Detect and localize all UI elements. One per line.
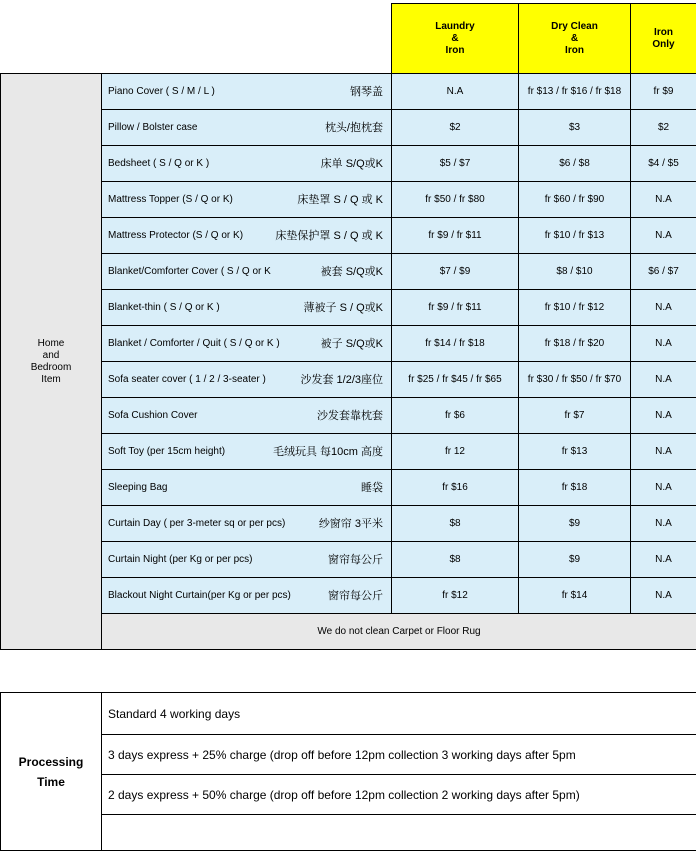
processing-option: Standard 4 working days (102, 693, 696, 735)
header-iron-only (631, 4, 696, 74)
item-name-chinese: 毛绒玩具 每10cm 高度 (273, 446, 383, 458)
item-cell (102, 506, 392, 542)
table-row (1, 254, 696, 290)
table-row (1, 398, 696, 434)
item-name-english: Sofa Cushion Cover (108, 410, 198, 422)
table-row (1, 74, 696, 110)
header-blank (1, 4, 392, 74)
processing-row-standard (1, 693, 696, 735)
item-name-english: Blanket-thin ( S / Q or K ) (108, 302, 220, 314)
price-dry-clean-iron: fr $10 / fr $13 (519, 218, 631, 254)
price-laundry-iron: $8 (392, 506, 519, 542)
table-row (1, 362, 696, 398)
item-name-chinese: 纱窗帘 3平米 (319, 518, 383, 530)
processing-table (0, 692, 696, 851)
price-iron-only: N.A (631, 326, 696, 362)
price-iron-only: N.A (631, 470, 696, 506)
table-row (1, 110, 696, 146)
price-dry-clean-iron: fr $10 / fr $12 (519, 290, 631, 326)
item-name-english: Mattress Topper (S / Q or K) (108, 194, 233, 206)
header-laundry-line3: Iron (392, 45, 518, 57)
header-dry-line2: & (519, 33, 630, 45)
header-dry-line1: Dry Clean (519, 21, 630, 33)
item-cell (102, 542, 392, 578)
processing-label (1, 693, 102, 851)
table-row (1, 434, 696, 470)
footer-row (1, 614, 696, 650)
item-cell (102, 146, 392, 182)
item-name-chinese: 床垫罩 S / Q 或 K (297, 194, 383, 206)
processing-label-line2: Time (1, 772, 101, 792)
item-name-english: Sleeping Bag (108, 482, 168, 494)
price-dry-clean-iron: fr $7 (519, 398, 631, 434)
item-name-chinese: 钢琴盖 (350, 86, 383, 98)
price-dry-clean-iron: $8 / $10 (519, 254, 631, 290)
price-iron-only: N.A (631, 506, 696, 542)
price-laundry-iron: $5 / $7 (392, 146, 519, 182)
item-name-chinese: 沙发套 1/2/3座位 (300, 374, 383, 386)
processing-option: 2 days express + 50% charge (drop off before 12pm collection 2 working days after 5pm) (102, 775, 696, 815)
header-laundry-line2: & (392, 33, 518, 45)
processing-label-line1: Processing (1, 752, 101, 772)
item-name-english: Bedsheet ( S / Q or K ) (108, 158, 209, 170)
item-name-english: Blanket / Comforter / Quit ( S / Q or K ) (108, 338, 280, 350)
category-line: Home (1, 338, 101, 350)
price-iron-only: N.A (631, 578, 696, 614)
price-iron-only: $2 (631, 110, 696, 146)
header-row (1, 4, 696, 74)
item-cell (102, 326, 392, 362)
price-laundry-iron: fr $16 (392, 470, 519, 506)
item-name-english: Sofa seater cover ( 1 / 2 / 3-seater ) (108, 374, 266, 386)
item-name-chinese: 床单 S/Q或K (321, 158, 383, 170)
price-dry-clean-iron: fr $18 (519, 470, 631, 506)
processing-row-2day (1, 775, 696, 815)
price-dry-clean-iron: fr $60 / fr $90 (519, 182, 631, 218)
price-dry-clean-iron: fr $18 / fr $20 (519, 326, 631, 362)
item-name-chinese: 薄被子 S / Q或K (304, 302, 383, 314)
price-laundry-iron: fr $6 (392, 398, 519, 434)
item-name-chinese: 窗帘每公斤 (328, 590, 383, 602)
price-iron-only: N.A (631, 182, 696, 218)
item-cell (102, 434, 392, 470)
price-dry-clean-iron: $9 (519, 506, 631, 542)
price-laundry-iron: $8 (392, 542, 519, 578)
price-iron-only: N.A (631, 542, 696, 578)
table-row (1, 218, 696, 254)
table-row (1, 578, 696, 614)
price-dry-clean-iron: fr $13 (519, 434, 631, 470)
category-line: Bedroom (1, 362, 101, 374)
item-cell (102, 110, 392, 146)
header-laundry-iron (392, 4, 519, 74)
item-name-chinese: 床垫保护罩 S / Q 或 K (275, 230, 383, 242)
item-cell (102, 470, 392, 506)
item-cell (102, 398, 392, 434)
item-name-chinese: 被子 S/Q或K (321, 338, 383, 350)
price-dry-clean-iron: $6 / $8 (519, 146, 631, 182)
table-row (1, 290, 696, 326)
category-line: and (1, 350, 101, 362)
item-name-chinese: 被套 S/Q或K (321, 266, 383, 278)
price-dry-clean-iron: fr $14 (519, 578, 631, 614)
item-name-chinese: 枕头/抱枕套 (325, 122, 383, 134)
price-laundry-iron: fr $25 / fr $45 / fr $65 (392, 362, 519, 398)
price-iron-only: N.A (631, 290, 696, 326)
processing-row-empty (1, 815, 696, 851)
item-cell (102, 218, 392, 254)
price-dry-clean-iron: fr $30 / fr $50 / fr $70 (519, 362, 631, 398)
header-iron-line1: Iron (631, 27, 696, 39)
price-dry-clean-iron: fr $13 / fr $16 / fr $18 (519, 74, 631, 110)
item-name-english: Blanket/Comforter Cover ( S / Q or K (108, 266, 271, 278)
price-iron-only: N.A (631, 362, 696, 398)
price-laundry-iron: fr $14 / fr $18 (392, 326, 519, 362)
price-iron-only: N.A (631, 434, 696, 470)
category-line: Item (1, 374, 101, 386)
price-laundry-iron: fr $12 (392, 578, 519, 614)
item-name-english: Mattress Protector (S / Q or K) (108, 230, 243, 242)
price-table (0, 3, 696, 650)
item-cell (102, 254, 392, 290)
item-cell (102, 290, 392, 326)
item-name-chinese: 窗帘每公斤 (328, 554, 383, 566)
item-name-english: Piano Cover ( S / M / L ) (108, 86, 215, 98)
item-cell (102, 578, 392, 614)
item-name-english: Pillow / Bolster case (108, 122, 197, 134)
table-row (1, 146, 696, 182)
price-iron-only: $6 / $7 (631, 254, 696, 290)
item-cell (102, 182, 392, 218)
price-iron-only: N.A (631, 218, 696, 254)
price-iron-only: $4 / $5 (631, 146, 696, 182)
price-dry-clean-iron: $3 (519, 110, 631, 146)
item-name-english: Curtain Day ( per 3-meter sq or per pcs) (108, 518, 285, 530)
category-cell (1, 74, 102, 650)
item-name-chinese: 沙发套靠枕套 (317, 410, 383, 422)
price-laundry-iron: fr 12 (392, 434, 519, 470)
price-iron-only: N.A (631, 398, 696, 434)
price-laundry-iron: $7 / $9 (392, 254, 519, 290)
item-name-english: Blackout Night Curtain(per Kg or per pcs) (108, 590, 291, 602)
processing-option: 3 days express + 25% charge (drop off before 12pm collection 3 working days after 5pm (102, 735, 696, 775)
header-dry-clean-iron (519, 4, 631, 74)
footer-note: We do not clean Carpet or Floor Rug (102, 614, 696, 650)
item-name-english: Soft Toy (per 15cm height) (108, 446, 225, 458)
item-name-english: Curtain Night (per Kg or per pcs) (108, 554, 253, 566)
header-laundry-line1: Laundry (392, 21, 518, 33)
table-row (1, 182, 696, 218)
table-row (1, 326, 696, 362)
price-laundry-iron: N.A (392, 74, 519, 110)
header-iron-line2: Only (631, 39, 696, 51)
table-row (1, 506, 696, 542)
item-name-chinese: 睡袋 (361, 482, 383, 494)
processing-option (102, 815, 696, 851)
price-iron-only: fr $9 (631, 74, 696, 110)
price-laundry-iron: fr $9 / fr $11 (392, 218, 519, 254)
price-laundry-iron: $2 (392, 110, 519, 146)
table-row (1, 542, 696, 578)
header-dry-line3: Iron (519, 45, 630, 57)
item-cell (102, 362, 392, 398)
price-laundry-iron: fr $9 / fr $11 (392, 290, 519, 326)
table-row (1, 470, 696, 506)
item-cell (102, 74, 392, 110)
price-laundry-iron: fr $50 / fr $80 (392, 182, 519, 218)
price-dry-clean-iron: $9 (519, 542, 631, 578)
processing-row-3day (1, 735, 696, 775)
